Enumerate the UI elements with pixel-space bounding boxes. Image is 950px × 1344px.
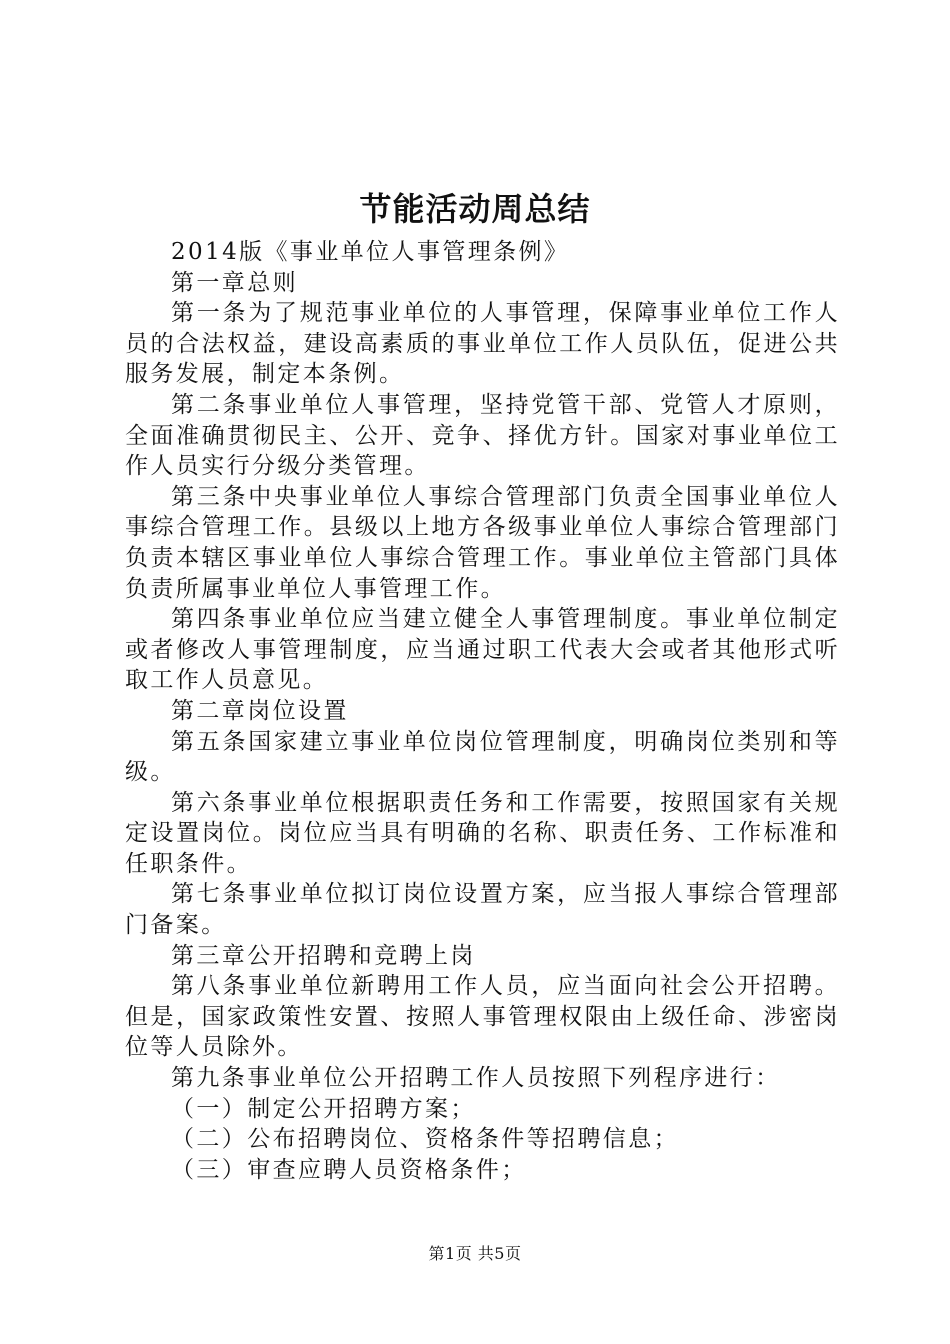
procedure-item-2: （二）公布招聘岗位、资格条件等招聘信息； [171, 1126, 679, 1153]
page-number-footer: 第1页 共5页 [428, 1244, 522, 1263]
chapter-heading-1: 第一章总则 [171, 269, 298, 296]
document-body [125, 237, 840, 1185]
article-paragraph-3: 第三条中央事业单位人事综合管理部门负责全国事业单位人事综合管理工作。县级以上地方各级事业单位人事综合管理部门负责本辖区事业单位人事综合管理工作。事业单位主管部门具体负责所属事业单位人事管理工作。 [125, 483, 840, 602]
article-paragraph-6: 第六条事业单位根据职责任务和工作需要，按照国家有关规定设置岗位。岗位应当具有明确的名称、职责任务、工作标准和任职条件。 [125, 789, 840, 877]
article-paragraph-2: 第二条事业单位人事管理，坚持党管干部、党管人才原则，全面准确贯彻民主、公开、竞争、择优方针。国家对事业单位工作人员实行分级分类管理。 [125, 391, 840, 480]
chapter-heading-2: 第二章岗位设置 [171, 697, 349, 724]
chapter-heading-3: 第三章公开招聘和竞聘上岗 [171, 942, 476, 969]
article-paragraph-8: 第八条事业单位新聘用工作人员，应当面向社会公开招聘。但是，国家政策性安置、按照人事管理权限由上级任命、涉密岗位等人员除外。 [125, 973, 840, 1061]
article-paragraph-9: 第九条事业单位公开招聘工作人员按照下列程序进行： [171, 1065, 781, 1092]
document-title: 节能活动周总结 [359, 190, 591, 228]
paragraph-regulation-name: 2014版《事业单位人事管理条例》 [171, 239, 570, 265]
procedure-item-1: （一）制定公开招聘方案； [171, 1095, 476, 1122]
procedure-item-3: （三）审查应聘人员资格条件； [171, 1156, 527, 1183]
article-paragraph-5: 第五条国家建立事业单位岗位管理制度，明确岗位类别和等级。 [125, 728, 840, 786]
article-paragraph-4: 第四条事业单位应当建立健全人事管理制度。事业单位制定或者修改人事管理制度，应当通过职工代表大会或者其他形式听取工作人员意见。 [125, 606, 840, 694]
article-paragraph-1: 第一条为了规范事业单位的人事管理，保障事业单位工作人员的合法权益，建设高素质的事业单位工作人员队伍，促进公共服务发展，制定本条例。 [125, 300, 840, 388]
article-paragraph-7: 第七条事业单位拟订岗位设置方案，应当报人事综合管理部门备案。 [125, 881, 840, 939]
